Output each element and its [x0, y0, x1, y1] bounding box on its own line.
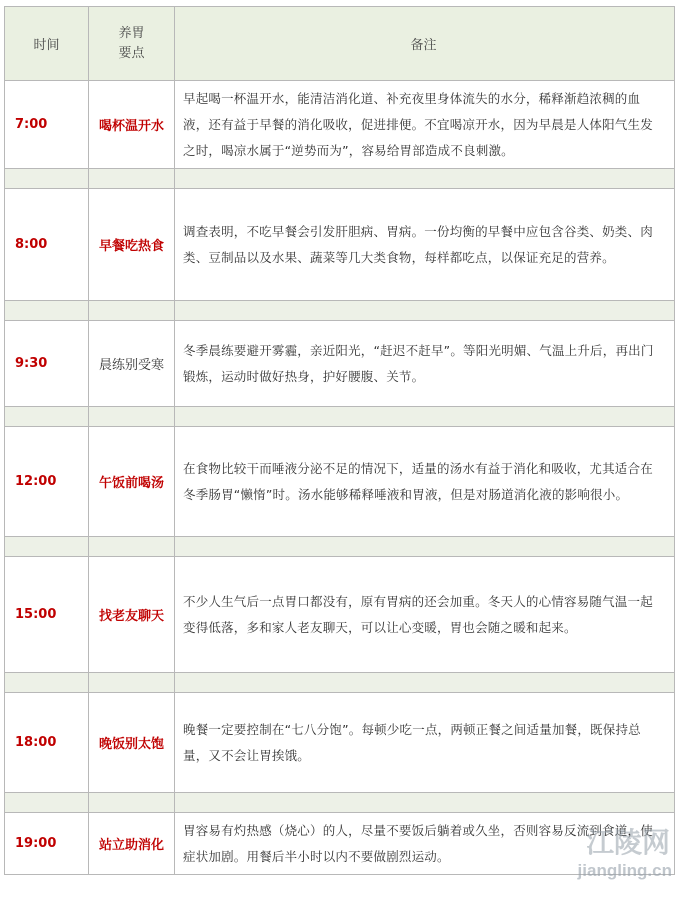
header-notes: 备注 — [175, 7, 675, 80]
row-time: 9:30 — [5, 321, 89, 406]
table-row — [5, 321, 675, 407]
table-row — [5, 557, 675, 673]
header-point — [89, 7, 175, 80]
row-note: 晚餐一定要控制在“七八分饱”。每顿少吃一点，两顿正餐之间适量加餐，既保持总量，又不会让胃挨饿。 — [175, 693, 675, 792]
row-note: 在食物比较干而唾液分泌不足的情况下，适量的汤水有益于消化和吸收，尤其适合在冬季肠胃“懒惰”时。汤水能够稀释唾液和胃液，但是对肠道消化液的影响很小。 — [175, 427, 675, 536]
table-row — [5, 427, 675, 537]
header-point-line1: 养胃 — [118, 25, 145, 41]
watermark-url: jiangling.cn — [577, 861, 672, 880]
table-header-row — [5, 7, 675, 81]
row-point: 午饭前喝汤 — [89, 427, 175, 536]
schedule-table — [4, 6, 675, 875]
row-note: 胃容易有灼热感（烧心）的人，尽量不要饭后躺着或久坐，否则容易反流到食道，使症状加剧。用餐后半小时以内不要做剧烈运动。 — [175, 813, 675, 874]
row-point: 站立助消化 — [89, 813, 175, 874]
spacer-row — [5, 301, 675, 321]
row-note: 不少人生气后一点胃口都没有，原有胃病的还会加重。冬天人的心情容易随气温一起变得低落，多和家人老友聊天，可以让心变暖，胃也会随之暖和起来。 — [175, 557, 675, 672]
spacer-row — [5, 537, 675, 557]
spacer-row — [5, 169, 675, 189]
row-point: 早餐吃热食 — [89, 189, 175, 300]
row-time: 18:00 — [5, 693, 89, 792]
row-note: 早起喝一杯温开水，能清洁消化道、补充夜里身体流失的水分，稀释渐趋浓稠的血液，还有益于早餐的消化吸收，促进排便。不宜喝凉开水，因为早晨是人体阳气生发之时，喝凉水属于“逆势而为”，容易给胃部造成不良刺激。 — [175, 81, 675, 168]
row-time: 7:00 — [5, 81, 89, 168]
row-time: 8:00 — [5, 189, 89, 300]
spacer-row — [5, 673, 675, 693]
row-time: 19:00 — [5, 813, 89, 874]
table-row — [5, 189, 675, 301]
row-note: 调查表明，不吃早餐会引发肝胆病、胃病。一份均衡的早餐中应包含谷类、奶类、肉类、豆制品以及水果、蔬菜等几大类食物，每样都吃点，以保证充足的营养。 — [175, 189, 675, 300]
row-time: 12:00 — [5, 427, 89, 536]
row-point: 找老友聊天 — [89, 557, 175, 672]
row-point: 晨练别受寒 — [89, 321, 175, 406]
spacer-row — [5, 407, 675, 427]
table-row — [5, 813, 675, 875]
row-point: 喝杯温开水 — [89, 81, 175, 168]
row-time: 15:00 — [5, 557, 89, 672]
table-row — [5, 693, 675, 793]
header-time: 时间 — [5, 7, 89, 80]
row-note: 冬季晨练要避开雾霾，亲近阳光，“赶迟不赶早”。等阳光明媚、气温上升后，再出门锻炼，运动时做好热身，护好腰腹、关节。 — [175, 321, 675, 406]
row-point: 晚饭别太饱 — [89, 693, 175, 792]
spacer-row — [5, 793, 675, 813]
table-row — [5, 81, 675, 169]
header-point-line2: 要点 — [118, 45, 145, 61]
watermark-name: 江陵网 — [585, 826, 670, 859]
